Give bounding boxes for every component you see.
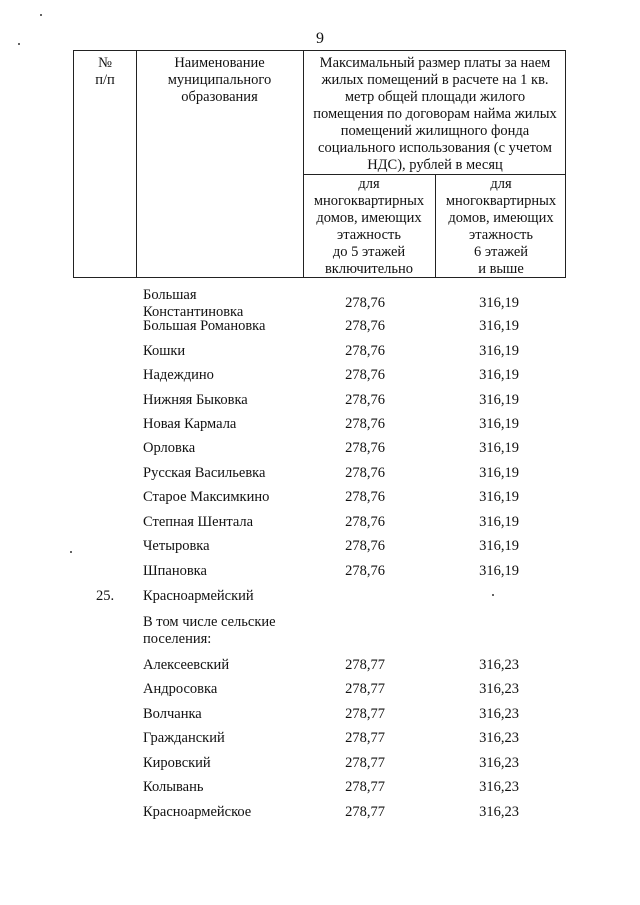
price-up-to-5-floors: 278,77 [345, 804, 385, 820]
municipality-name: Новая Кармала [143, 416, 237, 432]
price-6-floors-and-above: 316,19 [479, 489, 519, 505]
header-col-name: Наименование муниципального образования [167, 55, 272, 105]
scan-speck [492, 594, 494, 596]
table-header [73, 50, 566, 278]
municipality-name: Кошки [143, 343, 186, 359]
price-up-to-5-floors: 278,76 [345, 367, 385, 383]
municipality-name: Четыровка [143, 538, 210, 554]
header-divider [303, 174, 565, 175]
price-up-to-5-floors: 278,76 [345, 538, 385, 554]
price-up-to-5-floors: 278,76 [345, 514, 385, 530]
price-up-to-5-floors: 278,77 [345, 779, 385, 795]
municipality-name: Красноармейское [143, 804, 252, 820]
price-up-to-5-floors: 278,76 [345, 318, 385, 334]
municipality-name: Старое Максимкино [143, 489, 270, 505]
header-subcol-up-to-5-floors: для многоквартирных домов, имеющих этажность до 5 этажей включительно [313, 176, 425, 277]
price-6-floors-and-above: 316,23 [479, 681, 519, 697]
price-6-floors-and-above: 316,23 [479, 804, 519, 820]
price-6-floors-and-above: 316,19 [479, 367, 519, 383]
municipality-name: Волчанка [143, 706, 202, 722]
price-6-floors-and-above: 316,19 [479, 392, 519, 408]
scan-speck [40, 14, 42, 16]
municipality-name: Русская Васильевка [143, 465, 266, 481]
price-up-to-5-floors: 278,76 [345, 440, 385, 456]
price-6-floors-and-above: 316,23 [479, 779, 519, 795]
municipality-name: Большая Романовка [143, 318, 266, 334]
row-number: 25. [96, 588, 115, 604]
municipality-name: Нижняя Быковка [143, 392, 248, 408]
price-up-to-5-floors: 278,76 [345, 392, 385, 408]
municipality-name: Большая Константиновка [143, 287, 244, 320]
price-6-floors-and-above: 316,19 [479, 514, 519, 530]
price-6-floors-and-above: 316,23 [479, 657, 519, 673]
price-up-to-5-floors: 278,76 [345, 416, 385, 432]
header-col-max-payment: Максимальный размер платы за наем жилых помещений в расчете на 1 кв. метр общей площади жилого помещения по договорам найма жилых помещений жилищного фонда социального использования (с учетом НДС), рублей в месяц [313, 55, 557, 173]
header-subcol-6-floors-and-above: для многоквартирных домов, имеющих этажность 6 этажей и выше [445, 176, 557, 277]
price-up-to-5-floors: 278,77 [345, 755, 385, 771]
price-up-to-5-floors: 278,77 [345, 730, 385, 746]
municipality-name: Андросовка [143, 681, 218, 697]
price-up-to-5-floors: 278,77 [345, 706, 385, 722]
municipality-name: Кировский [143, 755, 211, 771]
price-6-floors-and-above: 316,19 [479, 440, 519, 456]
price-6-floors-and-above: 316,19 [479, 465, 519, 481]
price-6-floors-and-above: 316,23 [479, 730, 519, 746]
municipality-name: Колывань [143, 779, 204, 795]
municipality-name: Шпановка [143, 563, 207, 579]
municipality-name: Надеждино [143, 367, 214, 383]
price-6-floors-and-above: 316,19 [479, 563, 519, 579]
header-col-num: № п/п [95, 55, 115, 88]
price-up-to-5-floors: 278,76 [345, 465, 385, 481]
price-6-floors-and-above: 316,19 [479, 318, 519, 334]
price-up-to-5-floors: 278,77 [345, 657, 385, 673]
price-up-to-5-floors: 278,76 [345, 489, 385, 505]
municipality-name: Красноармейский [143, 588, 254, 604]
municipality-name: В том числе сельские поселения: [143, 614, 276, 647]
municipality-name: Степная Шентала [143, 514, 254, 530]
municipality-name: Алексеевский [143, 657, 230, 673]
price-6-floors-and-above: 316,19 [479, 538, 519, 554]
price-up-to-5-floors: 278,76 [345, 343, 385, 359]
municipality-name: Орловка [143, 440, 196, 456]
price-6-floors-and-above: 316,19 [479, 343, 519, 359]
price-up-to-5-floors: 278,77 [345, 681, 385, 697]
price-6-floors-and-above: 316,19 [479, 416, 519, 432]
municipality-name: Гражданский [143, 730, 225, 746]
price-up-to-5-floors: 278,76 [345, 563, 385, 579]
scan-speck [18, 43, 20, 45]
price-up-to-5-floors: 278,76 [345, 295, 385, 311]
price-6-floors-and-above: 316,23 [479, 706, 519, 722]
scan-speck [70, 551, 72, 553]
page-number: 9 [316, 30, 324, 47]
price-6-floors-and-above: 316,23 [479, 755, 519, 771]
price-6-floors-and-above: 316,19 [479, 295, 519, 311]
